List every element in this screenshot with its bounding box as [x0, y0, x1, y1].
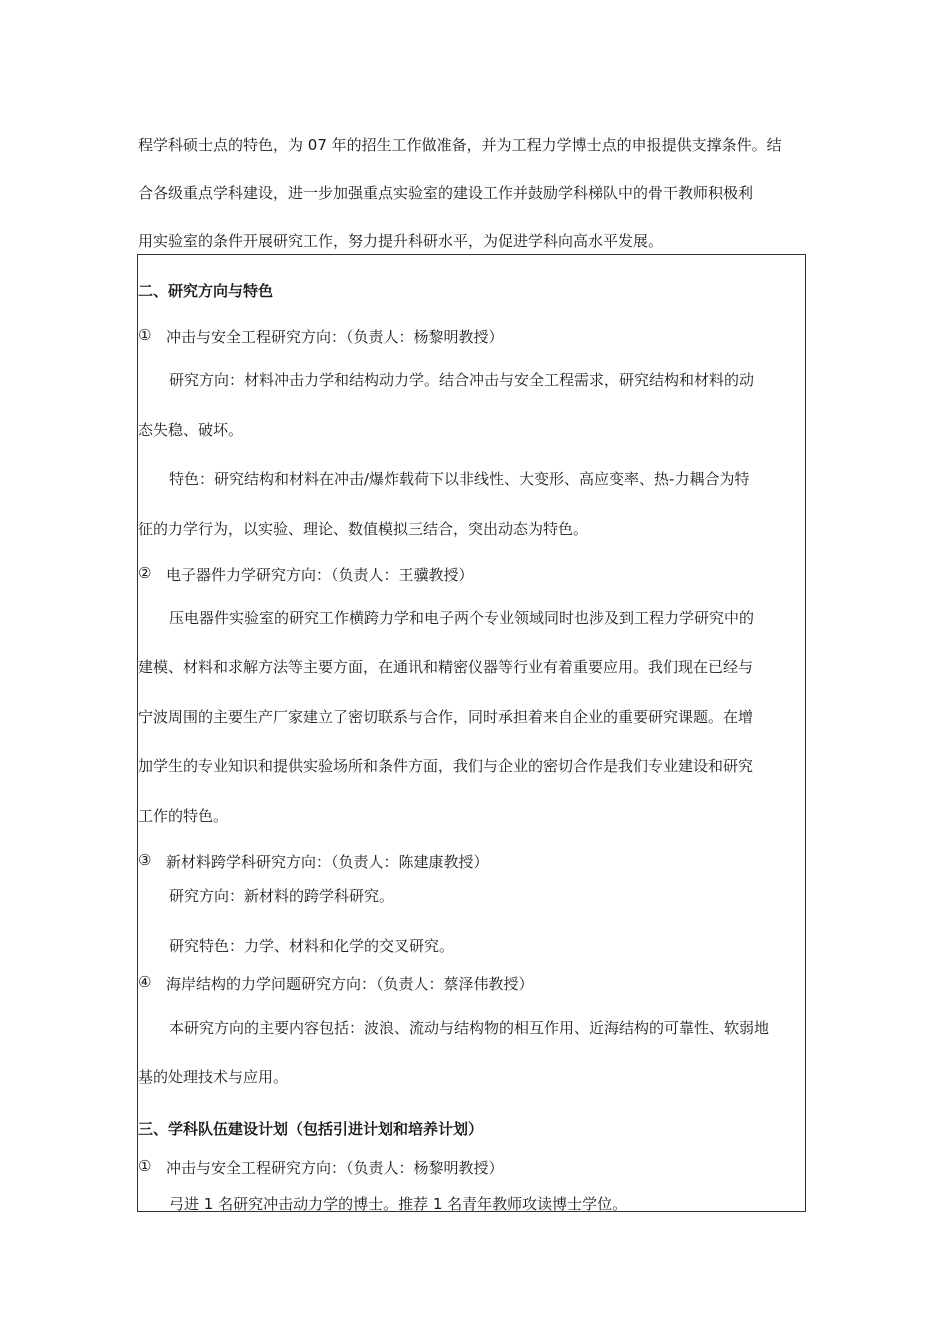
direction-title-text: 电子器件力学研究方向：（负责人：王骥教授） — [166, 566, 474, 584]
direction-4-title — [138, 973, 534, 994]
direction-3-title — [138, 851, 489, 872]
item-number: ② — [138, 564, 152, 582]
direction-1-title — [138, 326, 504, 347]
direction-title-text: 冲击与安全工程研究方向：（负责人：杨黎明教授） — [166, 1159, 504, 1177]
paragraph-line: 宁波周围的主要生产厂家建立了密切联系与合作，同时承担着来自企业的重要研究课题。在增 — [138, 708, 754, 726]
content-table-cell — [137, 254, 806, 1212]
section-2-heading: 二、研究方向与特色 — [138, 282, 274, 300]
paragraph-line: 压电器件实验室的研究工作横跨力学和电子两个专业领域同时也涉及到工程力学研究中的 — [169, 609, 755, 627]
direction-title-text: 新材料跨学科研究方向：（负责人：陈建康教授） — [166, 853, 489, 871]
direction-2-title — [138, 564, 474, 585]
direction-title-text: 冲击与安全工程研究方向：（负责人：杨黎明教授） — [166, 328, 504, 346]
intro-line-3: 用实验室的条件开展研究工作，努力提升科研水平，为促进学科向高水平发展。 — [138, 232, 664, 250]
section-3-heading: 三、学科队伍建设计划（包括引进计划和培养计划） — [138, 1120, 484, 1138]
intro-line-1: 程学科硕士点的特色，为 07 年的招生工作做准备，并为工程力学博士点的申报提供支撑条件。结 — [138, 136, 782, 154]
intro-line-2: 合各级重点学科建设，进一步加强重点实验室的建设工作并鼓励学科梯队中的骨干教师积极利 — [138, 184, 754, 202]
paragraph-line: 加学生的专业知识和提供实验场所和条件方面，我们与企业的密切合作是我们专业建设和研究 — [138, 757, 754, 775]
paragraph-line: 工作的特色。 — [138, 807, 229, 825]
paragraph-line: 建模、材料和求解方法等主要方面，在通讯和精密仪器等行业有着重要应用。我们现在已经与 — [138, 658, 754, 676]
paragraph-line: 研究特色：力学、材料和化学的交叉研究。 — [169, 937, 455, 955]
paragraph-line: 本研究方向的主要内容包括：波浪、流动与结构物的相互作用、近海结构的可靠性、软弱地 — [169, 1019, 770, 1037]
paragraph-line: 态失稳、破坏。 — [138, 421, 244, 439]
item-number: ④ — [138, 973, 152, 991]
paragraph-line: 研究方向：材料冲击力学和结构动力学。结合冲击与安全工程需求，研究结构和材料的动 — [169, 371, 755, 389]
item-number: ① — [138, 1157, 152, 1175]
paragraph-line: 弓进 1 名研究冲击动力学的博士。推荐 1 名青年教师攻读博士学位。 — [169, 1195, 628, 1212]
item-number: ③ — [138, 851, 152, 869]
paragraph-line: 研究方向：新材料的跨学科研究。 — [169, 887, 395, 905]
direction-title-text: 海岸结构的力学问题研究方向：（负责人：蔡泽伟教授） — [166, 975, 534, 993]
item-number: ① — [138, 326, 152, 344]
section-3-direction-1-title — [138, 1157, 504, 1178]
paragraph-line: 基的处理技术与应用。 — [138, 1068, 289, 1086]
paragraph-line: 特色：研究结构和材料在冲击/爆炸载荷下以非线性、大变形、高应变率、热-力耦合为特 — [169, 470, 750, 488]
paragraph-line: 征的力学行为，以实验、理论、数值模拟三结合，突出动态为特色。 — [138, 520, 589, 538]
